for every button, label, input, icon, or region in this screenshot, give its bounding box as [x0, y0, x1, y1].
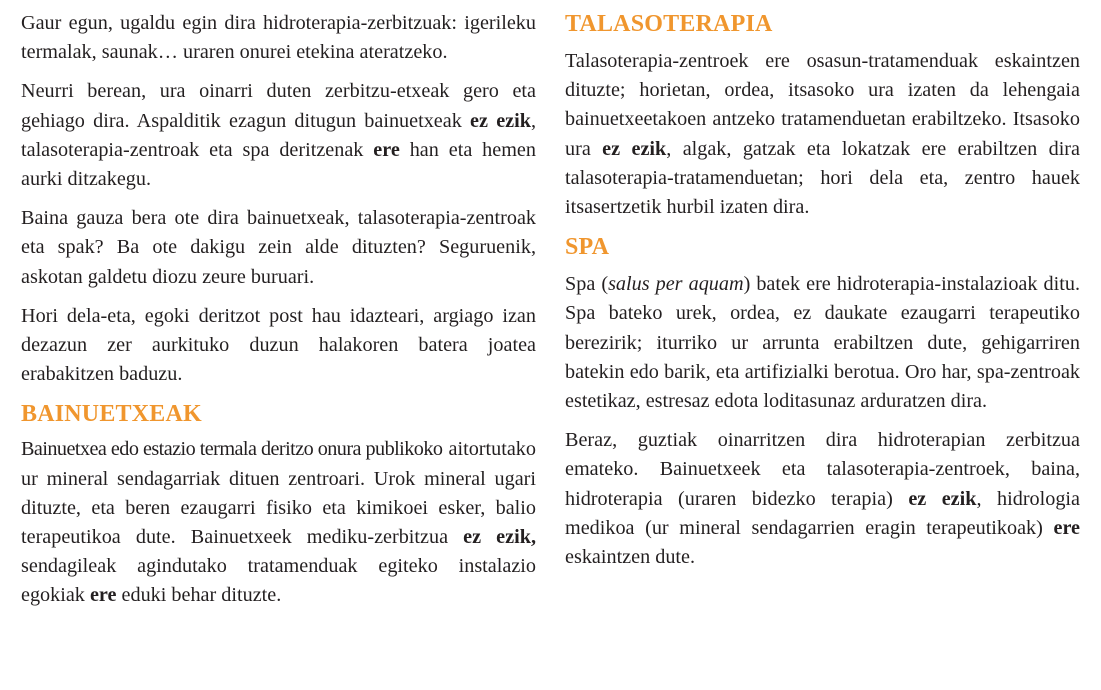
text-run: Baina gauza bera ote dira bainuetxeak, talasoterapia-zentroak eta spak? Ba ote dakigu zein alde dituzten? Seguruenik, askotan galdetu diozu zeure buruari.: [21, 207, 536, 288]
bold-run: ere: [89, 584, 117, 607]
text-run-condensed: Bainuetxea edo estazio termala deritzo onura publikoko: [21, 438, 443, 461]
paragraph-talasoterapia: [565, 47, 1080, 222]
paragraph-bainuetxeak: [21, 435, 536, 610]
text-run: aitortutako ur mineral sendagarriak dituen zentroari. Urok mineral ugari dituzte, eta beren ezaugarri fisiko eta kimikoei esker, balio terapeutikoa dute. Bainuetxeek mediku-zerbitzua: [21, 438, 536, 549]
italic-run: salus per aquam: [608, 273, 744, 296]
text-run: , algak, gatzak eta lokatzak ere erabiltzen dira talasoterapia-tratamenduetan; hori dela eta, zentro hauek itsasertzetik hurbil izaten dira.: [565, 137, 1080, 219]
text-run: Spa (: [565, 273, 609, 296]
text-run: Neurri berean, ura oinarri duten zerbitzu-etxeak gero eta gehiago dira. Aspalditik ezagun ditugun bainuetxeak: [21, 80, 536, 132]
text-run: ) batek ere hidroterapia-instalazioak ditu. Spa bateko urek, ordea, ez daukate ezaugarri terapeutiko berezirik; iturriko ur arrunta erabiltzen dute, gehigarriren batekin edo barik, eta artifizialki berotua. Oro har, spa-zentroak estetikaz, estresaz edota loditasunaz arduratzen dira.: [565, 273, 1080, 413]
paragraph-conclusion: [565, 426, 1080, 572]
bold-run: ez ezik: [470, 109, 531, 132]
heading-bainuetxeak: BAINUETXEAK: [21, 401, 202, 428]
heading-talasoterapia: TALASOTERAPIA: [565, 11, 773, 37]
text-run: Beraz, guztiak oinarritzen dira hidroterapian zerbitzua emateko. Bainuetxeek eta talasoterapia-zentroek, baina, hidroterapia (uraren bidezko terapia): [565, 429, 1080, 510]
bold-run: ez ezik,: [463, 526, 536, 549]
text-run: , hidrologia medikoa (ur mineral sendagarrien eragin terapeutikoak): [565, 487, 1080, 539]
text-run: eskaintzen dute.: [565, 546, 696, 569]
right-column: [565, 9, 1080, 582]
intro-text: Gaur egun, ugaldu egin dira hidroterapia-zerbitzuak: igerileku termalak, saunak… uraren onurei etekina ateratzeko.: [21, 12, 536, 64]
paragraph-2: [21, 77, 536, 194]
heading-spa: SPA: [565, 234, 610, 261]
bold-run: ez ezik: [602, 137, 667, 160]
text-run: han eta hemen aurki ditzakegu.: [21, 138, 536, 191]
text-run: , talasoterapia-zentroak eta spa deritzenak: [21, 109, 536, 161]
text-run: Hori dela-eta, egoki deritzot post hau idazteari, argiago izan dezazun zer aurkituko duzun halakoren batera joatea erabakitzen baduzu.: [21, 304, 536, 386]
left-column: [21, 9, 536, 621]
text-run: sendagileak agindutako tratamenduak egiteko instalazio egokiak: [21, 555, 536, 607]
bold-run: ere: [373, 138, 400, 161]
bold-run: ere: [1053, 516, 1080, 539]
paragraph-spa: [565, 270, 1080, 416]
paragraph-3: [21, 204, 536, 292]
text-run: [21, 438, 536, 548]
paragraph-4: [21, 302, 536, 390]
text-run: Talasoterapia-zentroek ere osasun-tratamenduak eskaintzen dituzte; horietan, ordea, itsasoko ura izaten da lehengaia bainuetxeetakoen antzeko tratamenduetan erabiltzeko. Itsasoko ura: [565, 50, 1080, 160]
bold-run: ez ezik: [908, 487, 977, 510]
intro-paragraph: [21, 9, 536, 67]
text-run: eduki behar dituzte.: [116, 584, 282, 607]
